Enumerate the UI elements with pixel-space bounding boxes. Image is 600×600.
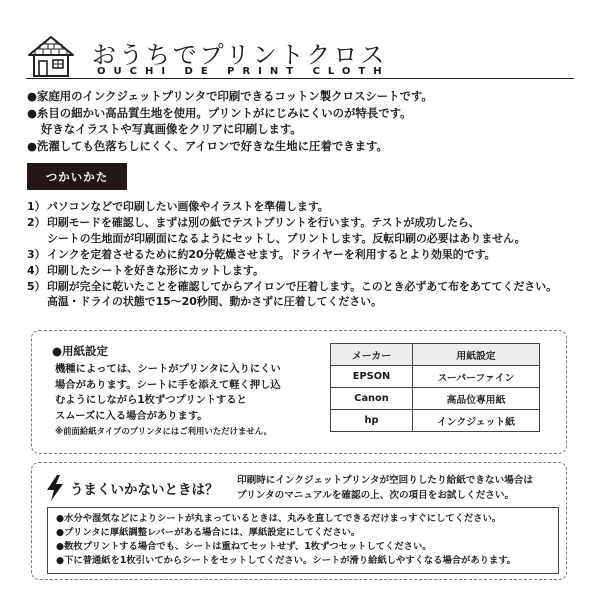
step-item <box>27 263 587 279</box>
list-item: ●数枚プリントする場合でも、シートは重ねてセットせず、1枚ずつセットしてください。 <box>56 541 432 552</box>
feature-item: ●家庭用のインクジェットプリンタで印刷できるコットン製クロスシートです。 <box>27 89 433 103</box>
feature-item: ●洗濯しても色落ちしにくく、アイロンで好きな生地に圧着できます。 <box>27 138 388 153</box>
step-number: 3） <box>27 247 46 261</box>
step-text: 印刷が完全に乾いたことを確認してからアイロンで圧着します。このとき必ずあて布をあててください。 <box>47 279 558 293</box>
description-line: スムーズに入る場合があります。 <box>55 409 208 422</box>
usage-steps <box>27 199 587 310</box>
feature-item-continued: 好きなイラストや写真画像をクリアに印刷します。 <box>41 122 302 136</box>
feature-list <box>27 88 587 154</box>
intro-line: プリンタのマニュアルを確認の上、次の項目をお試しください。 <box>237 489 515 501</box>
description-line: 場合があります。シートに手を添えて軽く押し込 <box>55 378 281 391</box>
cell-manufacturer: EPSON <box>331 366 413 388</box>
table-row <box>331 366 540 388</box>
step-text: パソコンなどで印刷したい画像やイラストを準備します。 <box>47 200 329 213</box>
paper-settings-note: ※前面給紙タイプのプリンタにはご利用いただけません。 <box>55 426 272 436</box>
table-row <box>331 410 540 432</box>
troubleshooting-list <box>56 512 556 568</box>
table-header-row <box>331 344 540 366</box>
step-text: 印刷したシートを好きな形にカットします。 <box>47 263 264 277</box>
step-item <box>27 279 587 295</box>
lightning-bolt-icon <box>44 474 66 502</box>
step-number: 1） <box>27 200 46 213</box>
page-title: おうちでプリントクロス <box>92 41 388 69</box>
table-row <box>331 388 540 410</box>
list-item: ●下に普通紙を1枚引いてからシートをセットしてください。シートが滑り給紙しやすくなる場合があります。 <box>56 555 517 566</box>
step-item <box>27 247 587 263</box>
header-paper-setting: 用紙設定 <box>413 344 540 366</box>
page-subtitle: OUCHI DE PRINT CLOTH <box>97 66 390 77</box>
step-item <box>27 199 587 215</box>
step-item <box>27 215 587 231</box>
paper-settings-table <box>330 343 540 432</box>
step-text: インクを定着させるために約20分乾燥させます。ドライヤーを利用するとより効果的です。 <box>47 247 496 261</box>
troubleshooting-intro <box>237 474 567 503</box>
paper-settings-heading: ●用紙設定 <box>52 344 109 358</box>
feature-item: ●糸目の細かい高品質生地を使用。プリントがにじみにくいのが特長です。 <box>27 105 412 120</box>
cell-manufacturer: hp <box>331 410 413 432</box>
cell-paper-setting: インクジェット紙 <box>413 410 540 432</box>
cell-paper-setting: スーパーファイン <box>413 366 540 388</box>
step-text: 印刷モードを確認し、まずは別の紙でテストプリントを行います。テストが成功したら、 <box>47 215 480 229</box>
step-text-continued: 高温・ドライの状態で15～20秒間、動かさずに圧着してください。 <box>47 295 382 309</box>
step-text-continued: シートの生地面が印刷面になるようにセットし、プリントします。反転印刷の必要はありません。 <box>47 231 526 245</box>
description-line: むようにしながら1枚ずつプリントすると <box>55 394 247 407</box>
intro-line: 印刷時にインクジェットプリンタが空回りしたり給紙できない場合は <box>237 475 533 486</box>
troubleshooting-heading: うまくいかないときは？ <box>70 482 219 498</box>
step-number: 5） <box>27 279 46 293</box>
list-item: ●プリンタに厚紙調整レバーがある場合には、厚紙設定にしてください。 <box>56 527 361 538</box>
cell-manufacturer: Canon <box>331 388 413 410</box>
description-line: 機種によっては、シートがプリンタに入りにくい <box>55 363 281 375</box>
header-divider <box>26 78 574 79</box>
cell-paper-setting: 高品位専用紙 <box>413 388 540 410</box>
paper-settings-description <box>55 362 325 424</box>
house-logo-icon <box>26 34 76 78</box>
step-number: 2） <box>27 215 46 229</box>
list-item: ●水分や湿気などによりシートが丸まっているときは、丸みを直してできるだけまっすぐにしてください。 <box>56 513 502 524</box>
step-number: 4） <box>27 263 46 277</box>
header-manufacturer: メーカー <box>331 344 413 366</box>
usage-section-label: つかいかた <box>27 163 127 190</box>
